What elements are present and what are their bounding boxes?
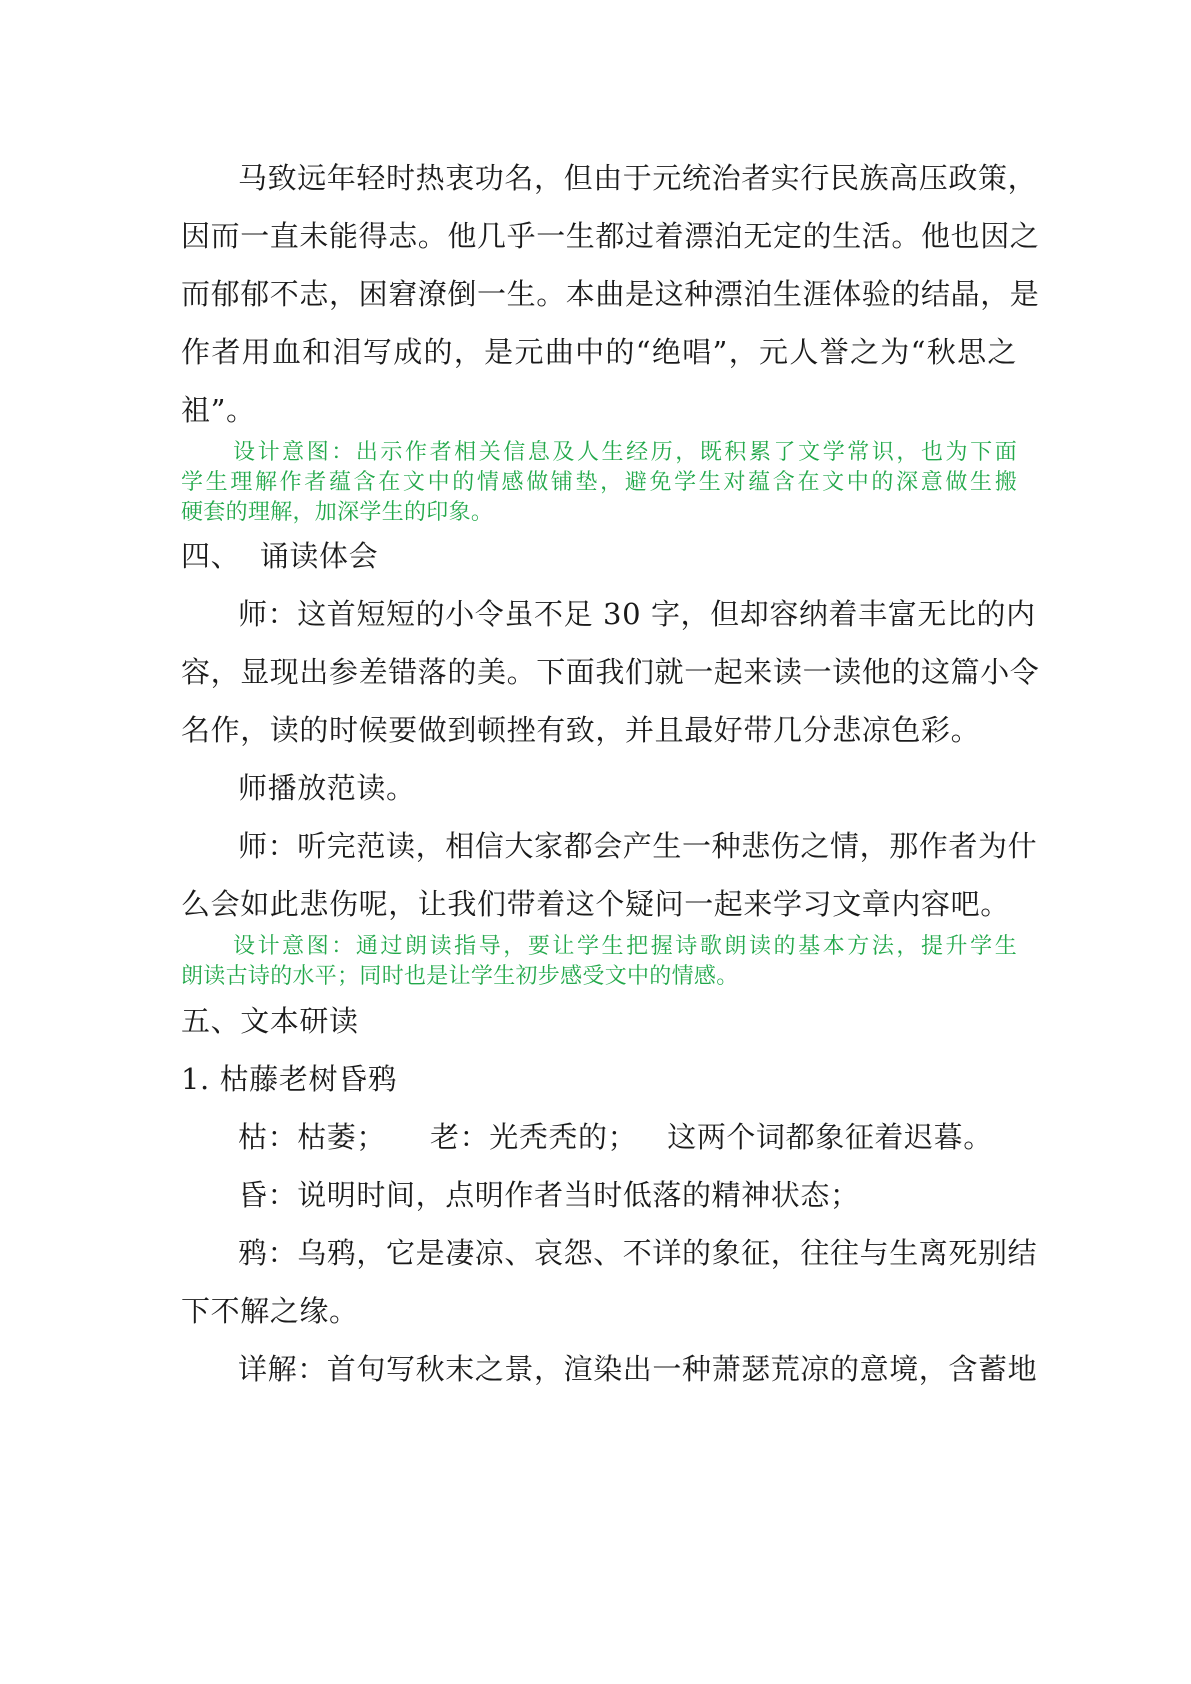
- design-note-line: 设计意图：通过朗读指导，要让学生把握诗歌朗读的基本方法，提升学生: [233, 934, 1017, 959]
- paragraph-line: 因而一直未能得志。他几乎一生都过着漂泊无定的生活。他也因之: [181, 219, 1040, 253]
- paragraph-line: 马致远年轻时热衷功名，但由于元统治者实行民族高压政策，: [238, 161, 1038, 195]
- paragraph-line: 名作，读的时候要做到顿挫有致，并且最好带几分悲凉色彩。: [181, 713, 981, 747]
- paragraph-line: 师播放范读。: [238, 771, 416, 805]
- subsection-heading: 1. 枯藤老树昏鸦: [181, 1062, 398, 1096]
- design-note-line: 朗读古诗的水平；同时也是让学生初步感受文中的情感。: [181, 964, 739, 989]
- gloss-line: [238, 1119, 1017, 1155]
- gloss-ku: 枯：枯萎；: [238, 1120, 387, 1154]
- paragraph-line: 详解：首句写秋末之景，渲染出一种萧瑟荒凉的意境，含蓄地: [238, 1352, 1038, 1386]
- gloss-both: 这两个词都象征着迟暮。: [667, 1120, 993, 1154]
- design-note-line: 学生理解作者蕴含在文中的情感做铺垫，避免学生对蕴含在文中的深意做生搬: [181, 470, 1017, 495]
- paragraph-line: 容，显现出参差错落的美。下面我们就一起来读一读他的这篇小令: [181, 655, 1040, 689]
- design-note-line: 硬套的理解，加深学生的印象。: [181, 500, 494, 525]
- paragraph-line: 而郁郁不志，困窘潦倒一生。本曲是这种漂泊生涯体验的结晶，是: [181, 277, 1040, 311]
- section-heading: 四、 诵读体会: [181, 539, 379, 573]
- gloss-line: 鸦：乌鸦，它是凄凉、哀怨、不详的象征，往往与生离死别结: [238, 1236, 1038, 1270]
- paragraph-line: 作者用血和泪写成的，是元曲中的“绝唱”，元人誉之为“秋思之: [181, 335, 1017, 369]
- paragraph-line: 么会如此悲伤呢，让我们带着这个疑问一起来学习文章内容吧。: [181, 887, 1010, 921]
- paragraph-line: 祖”。: [181, 393, 256, 427]
- section-heading: 五、文本研读: [181, 1004, 359, 1038]
- paragraph-line: 师：听完范读，相信大家都会产生一种悲伤之情，那作者为什: [238, 829, 1038, 863]
- design-note-line: 设计意图：出示作者相关信息及人生经历，既积累了文学常识，也为下面: [233, 440, 1017, 465]
- gloss-lao: 老：光秃秃的；: [430, 1120, 638, 1154]
- paragraph-line: 师：这首短短的小令虽不足 30 字，但却容纳着丰富无比的内: [238, 597, 1036, 631]
- gloss-line: 下不解之缘。: [181, 1294, 359, 1328]
- gloss-line: 昏：说明时间，点明作者当时低落的精神状态；: [238, 1178, 860, 1212]
